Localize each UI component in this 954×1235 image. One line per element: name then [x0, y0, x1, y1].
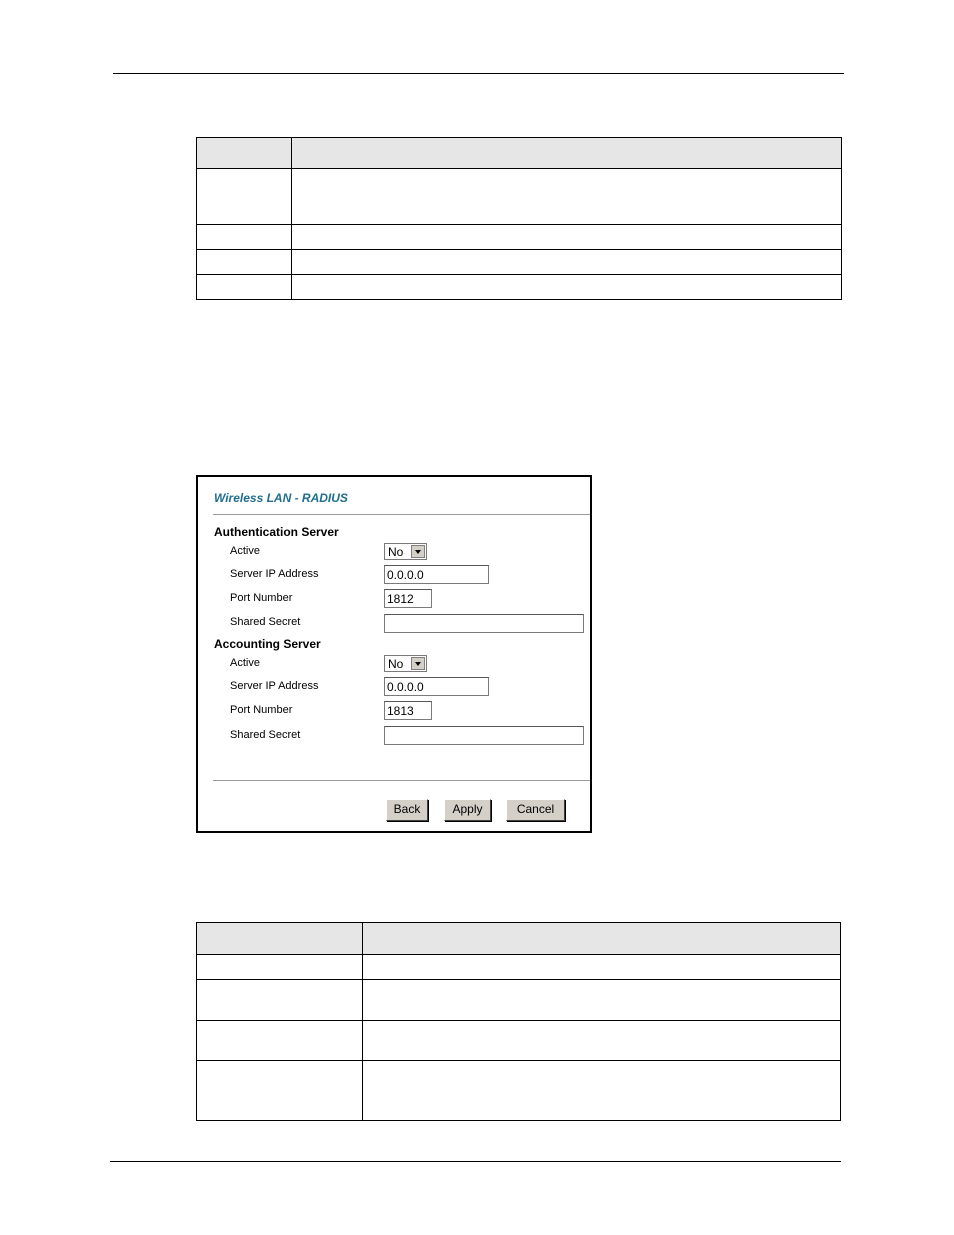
- table-header-cell: [197, 138, 292, 169]
- title-divider: [213, 514, 590, 515]
- table-row: [197, 1061, 841, 1121]
- page-title: Wireless LAN - RADIUS: [214, 491, 348, 505]
- auth-ip-input[interactable]: 0.0.0.0: [384, 565, 489, 584]
- auth-secret-label: Shared Secret: [230, 616, 301, 628]
- table-cell: [292, 225, 842, 250]
- auth-port-input[interactable]: 1812: [384, 589, 432, 608]
- table-cell: [363, 1061, 841, 1121]
- table-cell: [197, 169, 292, 225]
- acct-active-label: Active: [230, 657, 260, 669]
- table-cell: [197, 1061, 363, 1121]
- table-header-cell: [363, 923, 841, 955]
- acct-ip-label: Server IP Address: [230, 680, 319, 692]
- auth-active-label: Active: [230, 545, 260, 557]
- table-header-row: [197, 923, 841, 955]
- acct-secret-label: Shared Secret: [230, 729, 301, 741]
- acct-port-input[interactable]: 1813: [384, 701, 432, 720]
- table-cell: [197, 980, 363, 1021]
- table-header-row: [197, 138, 842, 169]
- acct-active-select[interactable]: [384, 655, 427, 672]
- table-cell: [292, 275, 842, 300]
- chevron-down-icon[interactable]: [411, 657, 425, 670]
- footer-rule: [110, 1161, 841, 1162]
- table-row: [197, 980, 841, 1021]
- table-cell: [197, 1021, 363, 1061]
- table-cell: [197, 225, 292, 250]
- table-cell: [292, 169, 842, 225]
- top-table: [196, 137, 842, 300]
- table-cell: [363, 980, 841, 1021]
- acct-secret-input[interactable]: [384, 726, 584, 745]
- table-cell: [197, 275, 292, 300]
- table-row: [197, 225, 842, 250]
- table-cell: [197, 955, 363, 980]
- back-button[interactable]: Back: [386, 799, 428, 821]
- apply-button[interactable]: Apply: [444, 799, 491, 821]
- acct-ip-input[interactable]: 0.0.0.0: [384, 677, 489, 696]
- table-header-cell: [292, 138, 842, 169]
- table-row: [197, 275, 842, 300]
- bottom-table: [196, 922, 841, 1121]
- radius-panel: [196, 475, 592, 833]
- chevron-down-icon[interactable]: [411, 545, 425, 558]
- table-row: [197, 250, 842, 275]
- table-cell: [292, 250, 842, 275]
- acct-port-label: Port Number: [230, 704, 293, 716]
- auth-server-heading: Authentication Server: [214, 525, 339, 539]
- header-rule: [113, 73, 844, 74]
- table-cell: [363, 955, 841, 980]
- cancel-button[interactable]: Cancel: [506, 799, 565, 821]
- table-row: [197, 1021, 841, 1061]
- auth-active-value: No: [388, 545, 404, 559]
- table-cell: [363, 1021, 841, 1061]
- auth-ip-label: Server IP Address: [230, 568, 319, 580]
- table-row: [197, 955, 841, 980]
- auth-active-select[interactable]: [384, 543, 427, 560]
- acct-active-value: No: [388, 657, 404, 671]
- acct-server-heading: Accounting Server: [214, 637, 321, 651]
- auth-secret-input[interactable]: [384, 614, 584, 633]
- button-divider: [213, 780, 590, 781]
- table-row: [197, 169, 842, 225]
- auth-port-label: Port Number: [230, 592, 293, 604]
- table-header-cell: [197, 923, 363, 955]
- table-cell: [197, 250, 292, 275]
